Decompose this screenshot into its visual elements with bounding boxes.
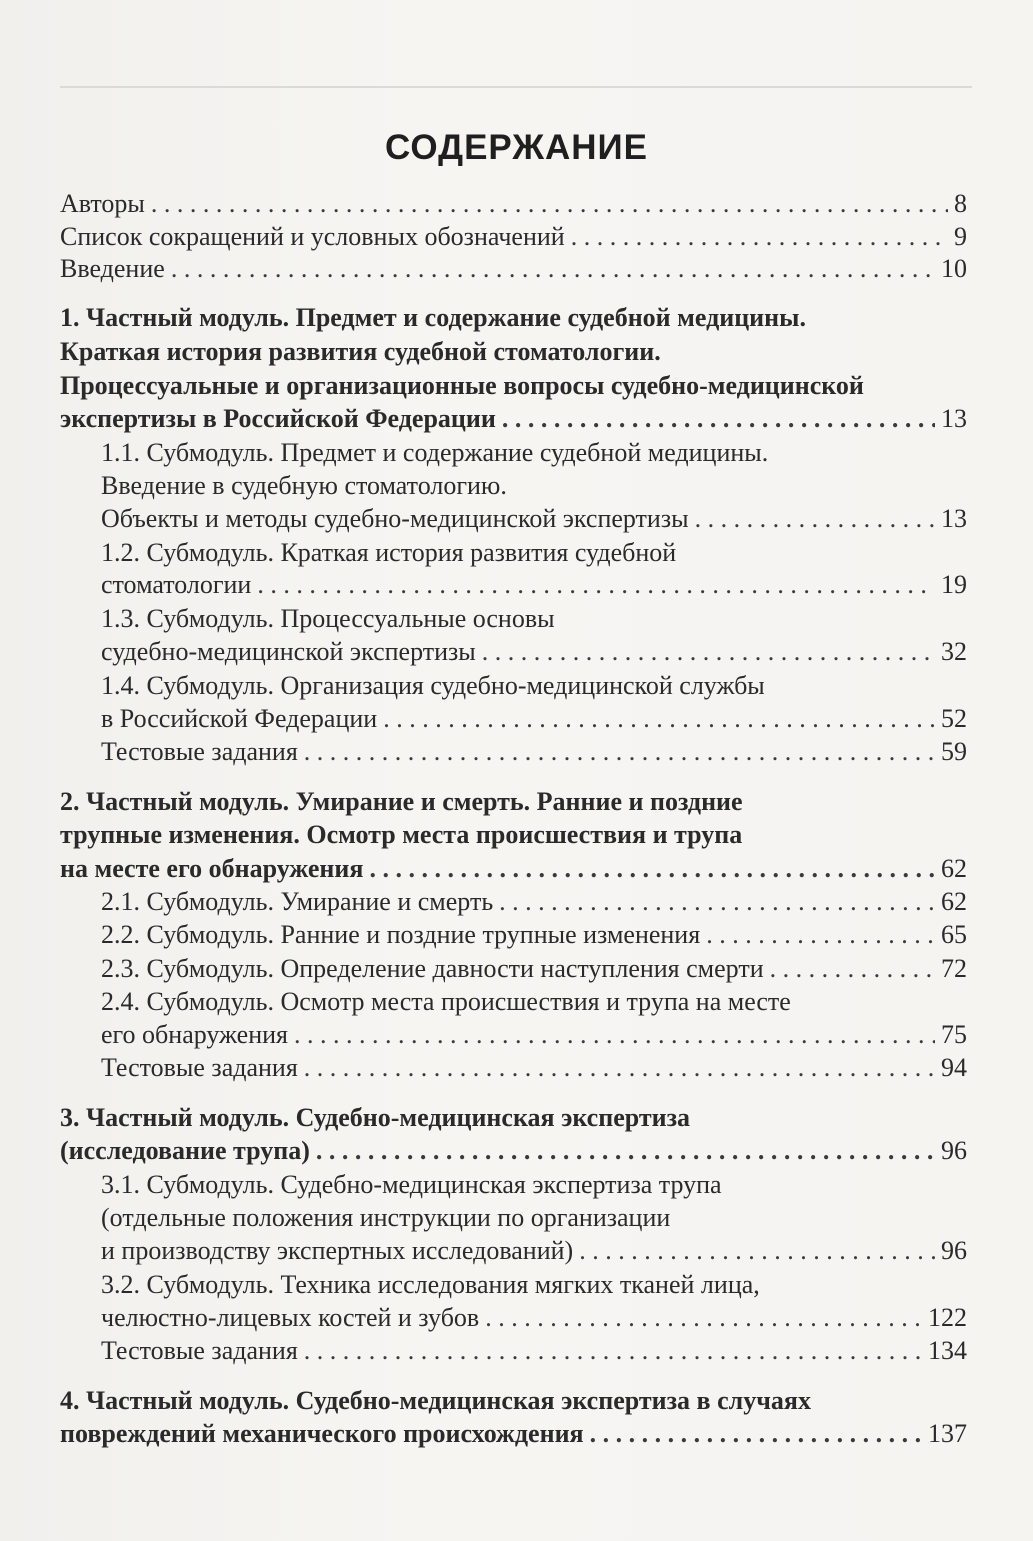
toc-entry-text: Список сокращений и условных обозначений: [60, 222, 565, 251]
toc-module-2-line-2[interactable]: [60, 818, 967, 852]
toc-entry-text: на месте его обнаружения: [60, 854, 364, 883]
toc-page-number: 96: [941, 1136, 967, 1165]
leader-dots: [502, 402, 935, 436]
toc-entry-text: (исследование трупа): [60, 1136, 310, 1165]
header-rule: [60, 86, 972, 88]
toc-page-number: 72: [941, 954, 967, 983]
toc-page-number: 134: [928, 1336, 967, 1365]
toc-module-1-line-3[interactable]: [60, 369, 967, 403]
leader-dots: [485, 1301, 922, 1335]
toc-page-number: 62: [941, 854, 967, 883]
toc-page-number: 52: [941, 704, 967, 733]
leader-dots: [304, 735, 935, 769]
toc-page-number: 9: [954, 222, 967, 251]
toc-page-number: 96: [941, 1236, 967, 1265]
toc-page-number: 32: [941, 637, 967, 666]
toc-module-2-line-3[interactable]: [60, 852, 967, 886]
toc-entry-text: 2.3. Субмодуль. Определение давности наступления смерти: [101, 954, 764, 983]
toc-entry-text: 4. Частный модуль. Судебно-медицинская экспертиза в случаях: [60, 1386, 811, 1415]
toc-submodule-2-2[interactable]: [101, 918, 967, 952]
toc-page-number: 10: [941, 254, 967, 283]
toc-entry-text: Тестовые задания: [101, 1336, 298, 1365]
leader-dots: [257, 568, 935, 602]
toc-module-1-line-4[interactable]: [60, 402, 967, 436]
leader-dots: [294, 1018, 935, 1052]
toc-entry-introduction[interactable]: [60, 252, 967, 286]
leader-dots: [304, 1051, 935, 1085]
toc-submodule-3-1-line-2[interactable]: [101, 1201, 967, 1235]
toc-submodule-1-4-line-1[interactable]: [101, 669, 967, 703]
toc-page-number: 59: [941, 737, 967, 766]
toc-submodule-3-1-line-1[interactable]: [101, 1168, 967, 1202]
toc-entry-text: 1.1. Субмодуль. Предмет и содержание судебной медицины.: [101, 438, 769, 467]
toc-tests-module-3[interactable]: [101, 1334, 967, 1368]
toc-page-number: 122: [928, 1303, 967, 1332]
toc-submodule-1-1-line-1[interactable]: [101, 436, 967, 470]
toc-module-3-line-1[interactable]: [60, 1101, 967, 1135]
leader-dots: [171, 252, 935, 286]
leader-dots: [482, 635, 935, 669]
leader-dots: [383, 702, 935, 736]
toc-module-4-line-2[interactable]: [60, 1417, 967, 1451]
toc-submodule-2-4-line-2[interactable]: [101, 1018, 967, 1052]
toc-entry-text: экспертизы в Российской Федерации: [60, 404, 496, 433]
leader-dots: [579, 1234, 935, 1268]
toc-submodule-1-3-line-1[interactable]: [101, 602, 967, 636]
toc-entry-text: трупные изменения. Осмотр места происшествия и трупа: [60, 820, 743, 849]
toc-entry-text: 1.4. Субмодуль. Организация судебно-медицинской службы: [101, 671, 765, 700]
toc-submodule-1-2-line-2[interactable]: [101, 568, 967, 602]
toc-submodule-1-1-line-3[interactable]: [101, 502, 967, 536]
leader-dots: [499, 885, 935, 919]
toc-entry-text: (отдельные положения инструкции по организации: [101, 1203, 671, 1232]
leader-dots: [571, 220, 948, 254]
toc-entry-text: 2.2. Субмодуль. Ранние и поздние трупные изменения: [101, 920, 701, 949]
toc-submodule-1-3-line-2[interactable]: [101, 635, 967, 669]
toc-page-number: 8: [954, 189, 967, 218]
toc-entry-text: Тестовые задания: [101, 1053, 298, 1082]
leader-dots: [151, 187, 948, 221]
leader-dots: [590, 1417, 922, 1451]
leader-dots: [316, 1134, 935, 1168]
toc-entry-text: Краткая история развития судебной стоматологии.: [60, 337, 661, 366]
toc-module-2-line-1[interactable]: [60, 785, 967, 819]
toc-page-number: 19: [941, 570, 967, 599]
toc-entry-text: Тестовые задания: [101, 737, 298, 766]
toc-submodule-2-4-line-1[interactable]: [101, 985, 967, 1019]
toc-tests-module-2[interactable]: [101, 1051, 967, 1085]
toc-entry-text: 3. Частный модуль. Судебно-медицинская экспертиза: [60, 1103, 691, 1132]
toc-submodule-2-1[interactable]: [101, 885, 967, 919]
toc-page-number: 75: [941, 1020, 967, 1049]
toc-tests-module-1[interactable]: [101, 735, 967, 769]
leader-dots: [770, 952, 935, 986]
toc-entry-text: 1. Частный модуль. Предмет и содержание судебной медицины.: [60, 303, 806, 332]
toc-entry-text: 3.2. Субмодуль. Техника исследования мягких тканей лица,: [101, 1270, 760, 1299]
toc-entry-text: 1.2. Субмодуль. Краткая история развития судебной: [101, 538, 677, 567]
toc-submodule-3-1-line-3[interactable]: [101, 1234, 967, 1268]
leader-dots: [706, 918, 935, 952]
toc-module-1-line-1[interactable]: [60, 301, 967, 335]
toc-entry-text: стоматологии: [101, 570, 252, 599]
toc-submodule-2-3[interactable]: [101, 952, 967, 986]
leader-dots: [369, 852, 935, 886]
toc-entry-text: 2.4. Субмодуль. Осмотр места происшествия и трупа на месте: [101, 987, 791, 1016]
toc-entry-text: челюстно-лицевых костей и зубов: [101, 1303, 480, 1332]
leader-dots: [695, 502, 935, 536]
toc-page-number: 94: [941, 1053, 967, 1082]
toc-entry-text: Процессуальные и организационные вопросы судебно-медицинской: [60, 371, 864, 400]
toc-submodule-3-2-line-1[interactable]: [101, 1268, 967, 1302]
toc-entry-text: 3.1. Субмодуль. Судебно-медицинская экспертиза трупа: [101, 1170, 722, 1199]
toc-entry-text: 1.3. Субмодуль. Процессуальные основы: [101, 604, 555, 633]
toc-page-number: 137: [928, 1419, 967, 1448]
toc-entry-text: Введение: [60, 254, 165, 283]
toc-page-number: 62: [941, 887, 967, 916]
toc-submodule-1-1-line-2[interactable]: [101, 469, 967, 503]
page-title: СОДЕРЖАНИЕ: [384, 128, 648, 167]
leader-dots: [304, 1334, 922, 1368]
toc-entry-text: Введение в судебную стоматологию.: [101, 471, 507, 500]
toc-entry-text: Объекты и методы судебно-медицинской экспертизы: [101, 504, 689, 533]
toc-entry-text: 2. Частный модуль. Умирание и смерть. Ранние и поздние: [60, 787, 743, 816]
toc-page-number: 13: [941, 404, 967, 433]
toc-entry-text: Авторы: [60, 189, 145, 218]
toc-submodule-1-2-line-1[interactable]: [101, 536, 967, 570]
toc-entry-text: и производству экспертных исследований): [101, 1236, 574, 1265]
toc-module-1-line-2[interactable]: [60, 335, 967, 369]
toc-module-4-line-1[interactable]: [60, 1384, 967, 1418]
toc-page-number: 65: [941, 920, 967, 949]
toc-entry-text: судебно-медицинской экспертизы: [101, 637, 476, 666]
toc-page-number: 13: [941, 504, 967, 533]
toc-entry-text: повреждений механического происхождения: [60, 1419, 584, 1448]
toc-submodule-1-4-line-2[interactable]: [101, 702, 967, 736]
toc-entry-authors[interactable]: [60, 187, 967, 221]
toc-entry-text: в Российской Федерации: [101, 704, 378, 733]
toc-entry-text: его обнаружения: [101, 1020, 289, 1049]
toc-submodule-3-2-line-2[interactable]: [101, 1301, 967, 1335]
toc-entry-text: 2.1. Субмодуль. Умирание и смерть: [101, 887, 494, 916]
toc-module-3-line-2[interactable]: [60, 1134, 967, 1168]
toc-entry-abbreviations[interactable]: [60, 220, 967, 254]
